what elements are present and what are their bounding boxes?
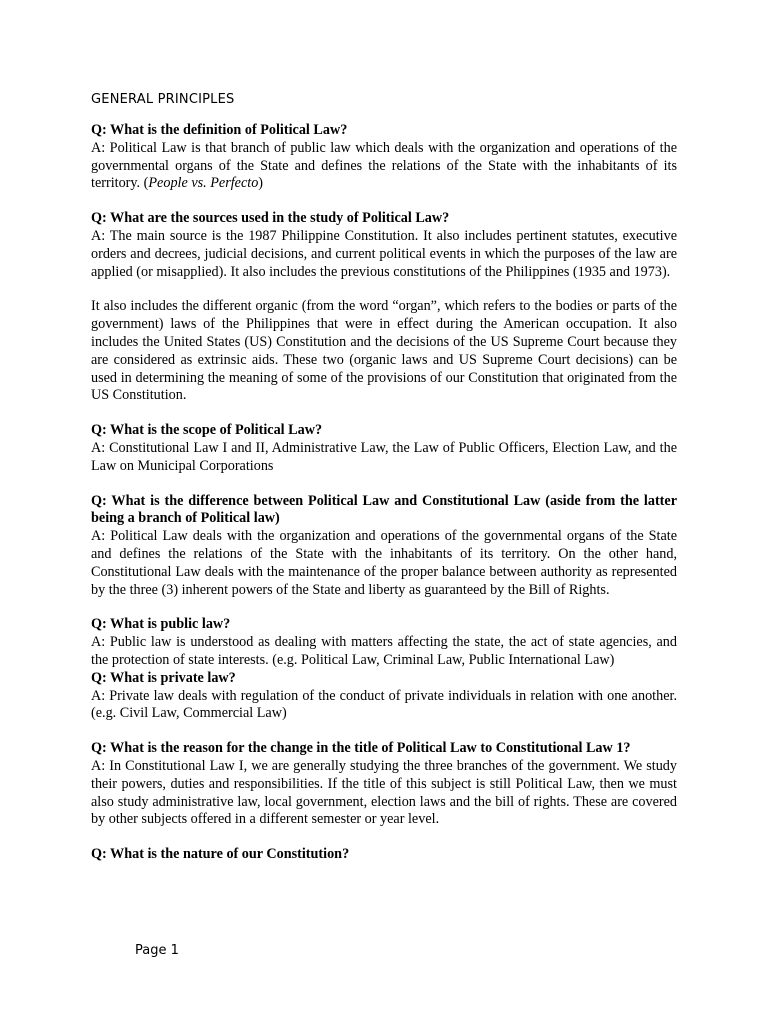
question: Q: What is the definition of Political Law? — [91, 122, 348, 138]
document-page — [91, 91, 677, 881]
case-citation: People vs. Perfecto — [148, 175, 259, 192]
answer: A: Private law deals with regulation of the conduct of private individuals in relation with one another. (e.g. Civil Law, Commercial Law) — [91, 687, 677, 722]
qa-item-difference — [91, 493, 677, 600]
answer: A: Public law is understood as dealing with matters affecting the state, the act of state agencies, and the protection of state interests. (e.g. Political Law, Criminal Law, Public International Law) — [91, 634, 677, 668]
answer: A: Political Law deals with the organization and operations of the governmental organs of the State and defines the relations of the State with the inhabitants of its territory. On the other hand, Constitutional Law deals with the maintenance of the proper balance between authority as represented by the three (3) inherent powers of the State and liberty as guaranteed by the Bill of Rights. — [91, 528, 677, 598]
answer: A: In Constitutional Law I, we are generally studying the three branches of the government. We study their powers, duties and responsibilities. If the title of this subject is still Political Law, then we must also study administrative law, local government, election laws and the bill of rights. These are covered by other subjects offered in a different semester or year level. — [91, 757, 677, 828]
qa-item-nature — [91, 846, 677, 864]
question: Q: What is the difference between Political Law and Constitutional Law (aside from the latter being a branch of Political law) — [91, 492, 677, 527]
qa-item-title-change — [91, 740, 677, 829]
question: Q: What are the sources used in the study of Political Law? — [91, 210, 450, 227]
qa-item-definition — [91, 122, 677, 193]
answer: A: Political Law is that branch of public law which deals with the organization and operations of the governmental organs of the State and defines the relations of the State with the inhabitants of its territory. (People vs. Perfecto) — [91, 139, 677, 192]
answer: A: The main source is the 1987 Philippine Constitution. It also includes pertinent statutes, executive orders and decrees, judicial decisions, and current political events in which the purposes of the law are applied (or misapplied). It also includes the previous constitutions of the Philippines (1935 and 1973). — [91, 227, 677, 280]
question: Q: What is the scope of Political Law? — [91, 422, 323, 439]
question: Q: What is private law? — [91, 669, 236, 686]
question: Q: What is the nature of our Constitution? — [91, 846, 350, 863]
qa-item-sources — [91, 210, 677, 281]
qa-item-scope — [91, 422, 677, 475]
question: Q: What is the reason for the change in the title of Political Law to Constitutional Law 1? — [91, 740, 631, 757]
question: Q: What is public law? — [91, 616, 231, 633]
section-heading: GENERAL PRINCIPLES — [91, 92, 235, 107]
qa-item-private-law — [91, 670, 677, 723]
page-number: Page 1 — [135, 943, 179, 958]
qa-item-public-law — [91, 616, 677, 669]
qa-item-sources-continued — [91, 298, 677, 405]
answer-paragraph: It also includes the different organic (from the word “organ”, which refers to the bodies or parts of the government) laws of the Philippines that were in effect during the American occupation. It also includes the United States (US) Constitution and the decisions of the US Supreme Court because they are considered as extrinsic aids. These two (organic laws and US Supreme Court decisions) can be used in determining the meaning of some of the provisions of our Constitution that originated from the US Constitution. — [91, 298, 677, 404]
answer: A: Constitutional Law I and II, Administrative Law, the Law of Public Officers, Election Law, and the Law on Municipal Corporations — [91, 439, 677, 474]
